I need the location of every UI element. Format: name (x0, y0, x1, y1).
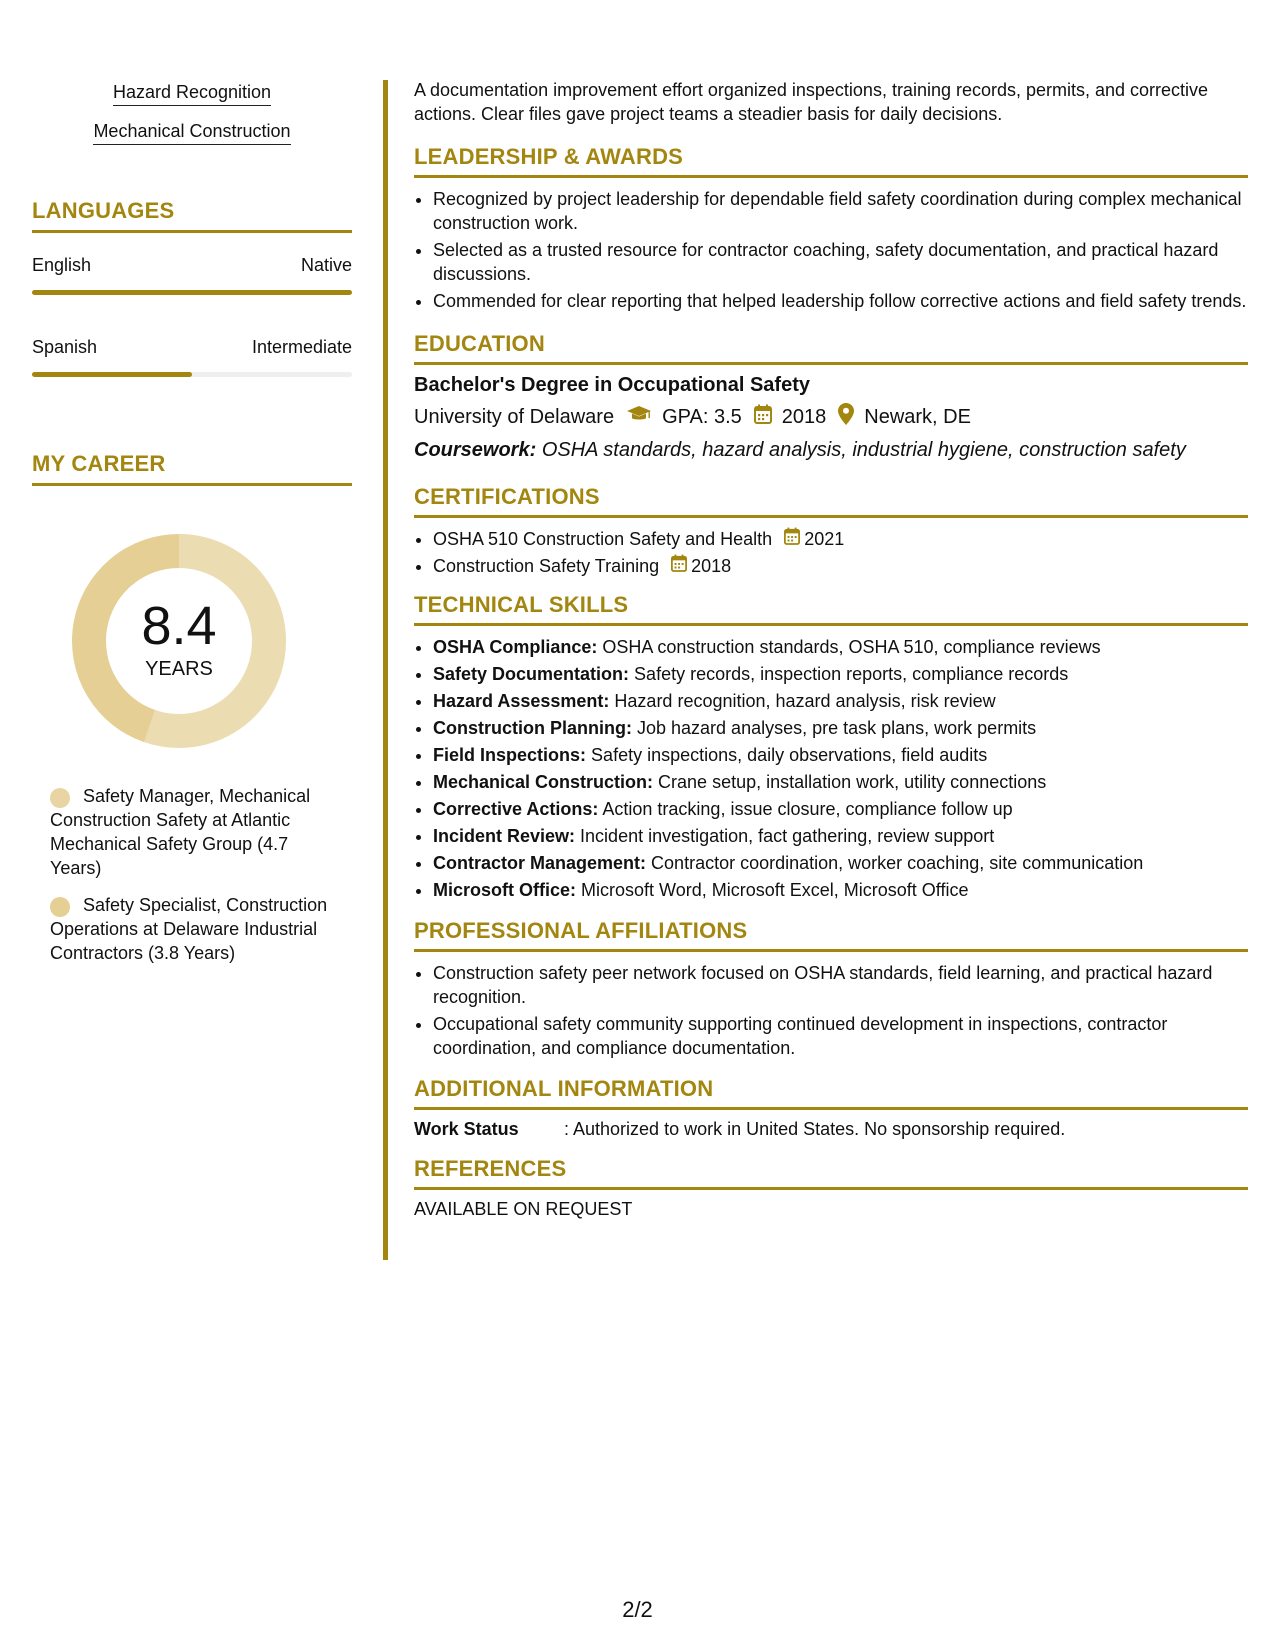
list-item: • Selected as a trusted resource for contractor coaching, safety documentation, and practical hazard discussions. (433, 238, 1248, 286)
intro-paragraph: A documentation improvement effort organized inspections, training records, permits, and corrective actions. Clear files gave project teams a steadier basis for daily decisions. (414, 80, 1209, 124)
skill-label: Contractor Management: (433, 853, 647, 873)
certifications-list (414, 527, 1248, 578)
career-dot-icon (50, 897, 70, 917)
career-heading: MY CAREER (32, 451, 352, 486)
certification-year: 2021 (804, 529, 845, 549)
skill-item (433, 851, 1248, 875)
sidebar (32, 82, 352, 978)
skill-item (433, 689, 1248, 713)
education-gpa: GPA: 3.5 (662, 405, 742, 428)
list-item: • Commended for clear reporting that helped leadership follow corrective actions and field safety trends. (433, 289, 1248, 313)
education-heading: EDUCATION (414, 331, 1248, 365)
skill-value: Hazard recognition, hazard analysis, risk review (614, 691, 996, 711)
skill-label: Field Inspections: (433, 745, 587, 765)
education-details (414, 403, 1248, 431)
education-degree: Bachelor's Degree in Occupational Safety (414, 374, 810, 396)
work-status-label: Work Status (414, 1119, 519, 1139)
skill-label: Hazard Assessment: (433, 691, 610, 711)
calendar-icon (754, 404, 772, 430)
list-item: • Recognized by project leadership for dependable field safety coordination during complex mechanical construction work. (433, 187, 1248, 235)
leadership-heading: LEADERSHIP & AWARDS (414, 144, 1248, 178)
skill-value: OSHA construction standards, OSHA 510, compliance reviews (602, 637, 1101, 657)
language-name: Spanish (32, 337, 98, 357)
coursework-text: OSHA standards, hazard analysis, industrial hygiene, construction safety (541, 439, 1186, 461)
certifications-heading: CERTIFICATIONS (414, 484, 1248, 518)
career-total-value: 8.4 (141, 596, 217, 656)
additional-info-heading: ADDITIONAL INFORMATION (414, 1076, 1248, 1110)
language-item (32, 255, 352, 295)
affiliations-list (414, 961, 1248, 1060)
career-dot-icon (50, 788, 70, 808)
career-item (50, 784, 330, 880)
calendar-icon (784, 527, 800, 551)
skill-label: Construction Planning: (433, 718, 632, 738)
education-coursework (414, 439, 1248, 462)
skill-value: Safety inspections, daily observations, field audits (591, 745, 988, 765)
skill-tag: Mechanical Construction (93, 121, 290, 145)
language-bar-fill (32, 372, 192, 377)
certification-name: • Construction Safety Training (433, 556, 660, 576)
career-list (50, 784, 330, 965)
skill-tag: Hazard Recognition (113, 82, 271, 106)
language-item (32, 337, 352, 377)
skill-item (433, 716, 1248, 740)
technical-skills-list (414, 635, 1248, 902)
affiliations-heading: PROFESSIONAL AFFILIATIONS (414, 918, 1248, 952)
skill-item (433, 797, 1248, 821)
career-item-text: Safety Manager, Mechanical Construction Safety at Atlantic Mechanical Safety Group (4.7 Years) (50, 786, 311, 878)
skill-value: Incident investigation, fact gathering, review support (580, 826, 995, 846)
skill-value: Job hazard analyses, pre task plans, work permits (637, 718, 1037, 738)
references-text: AVAILABLE ON REQUEST (414, 1199, 633, 1219)
skill-value: Safety records, inspection reports, compliance records (634, 664, 1069, 684)
career-item (50, 893, 330, 965)
language-name: English (32, 255, 92, 275)
list-item: • Occupational safety community supporting continued development in inspections, contractor coordination, and compliance documentation. (433, 1012, 1248, 1060)
skill-item (433, 824, 1248, 848)
map-pin-icon (838, 403, 854, 431)
graduation-cap-icon (626, 405, 652, 429)
career-item-text: Safety Specialist, Construction Operations at Delaware Industrial Contractors (3.8 Years) (50, 895, 328, 963)
languages-heading: LANGUAGES (32, 198, 352, 233)
list-item: • Construction safety peer network focused on OSHA standards, field learning, and practical hazard recognition. (433, 961, 1248, 1009)
skill-label: Incident Review: (433, 826, 576, 846)
skill-label: Microsoft Office: (433, 880, 577, 900)
skill-item (433, 743, 1248, 767)
skill-value: Contractor coordination, worker coaching, site communication (651, 853, 1144, 873)
technical-skills-heading: TECHNICAL SKILLS (414, 592, 1248, 626)
coursework-label: Coursework: (414, 439, 537, 461)
career-total-unit: YEARS (145, 658, 213, 680)
references-heading: REFERENCES (414, 1156, 1248, 1190)
skill-item (433, 635, 1248, 659)
certification-year: 2018 (691, 556, 732, 576)
certification-name: • OSHA 510 Construction Safety and Health (433, 529, 773, 549)
language-bar (32, 372, 352, 377)
skill-label: Mechanical Construction: (433, 772, 654, 792)
skill-value: Crane setup, installation work, utility connections (658, 772, 1047, 792)
column-divider (383, 80, 388, 1260)
page-number: 2/2 (622, 1597, 653, 1622)
skill-item (433, 770, 1248, 794)
language-level: Intermediate (251, 337, 352, 357)
certification-item (433, 527, 1248, 551)
skill-label: Safety Documentation: (433, 664, 630, 684)
skill-tags (32, 82, 352, 160)
main-content (414, 78, 1248, 1220)
work-status-row (414, 1119, 1248, 1140)
education-year: 2018 (781, 405, 827, 428)
skill-label: Corrective Actions: (433, 799, 599, 819)
calendar-icon (671, 554, 687, 578)
language-bar-fill (32, 290, 352, 295)
work-status-value: : Authorized to work in United States. No sponsorship required. (564, 1119, 1066, 1139)
skill-item (433, 878, 1248, 902)
certification-item (433, 554, 1248, 578)
language-bar (32, 290, 352, 295)
education-school: University of Delaware (414, 405, 615, 428)
leadership-list (414, 187, 1248, 313)
skill-item (433, 662, 1248, 686)
language-level: Native (300, 255, 352, 275)
skill-label: OSHA Compliance: (433, 637, 598, 657)
career-donut-chart (64, 526, 294, 756)
skill-value: Microsoft Word, Microsoft Excel, Microsoft Office (581, 880, 969, 900)
skill-value: Action tracking, issue closure, compliance follow up (602, 799, 1013, 819)
education-location: Newark, DE (864, 405, 971, 428)
